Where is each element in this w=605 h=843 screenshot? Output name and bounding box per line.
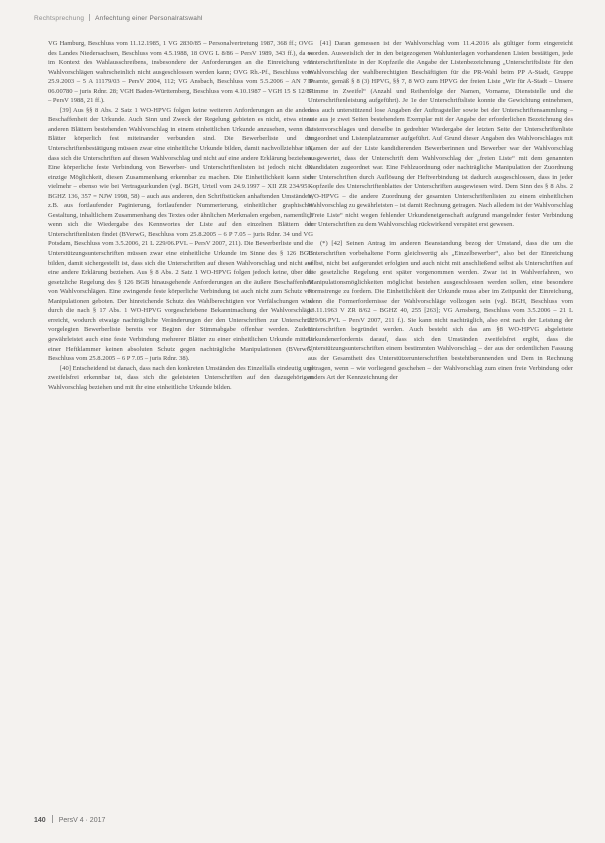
running-head-rubric: Rechtsprechung bbox=[34, 15, 85, 22]
running-head bbox=[34, 14, 574, 28]
page-footer bbox=[34, 815, 574, 829]
page-number: 140 bbox=[34, 817, 46, 824]
left-column bbox=[48, 39, 313, 392]
left-paragraph-3: [40] Entscheidend ist danach, dass nach den konkreten Umständen des Einzelfalls eindeutig und zweifelsfrei erkennbar ist, dass sich die geleisteten Unterschriften auf den dazugehörigen Wahlvorschlag beziehen und mit ihr eine einheitliche Urkunde bilden. bbox=[48, 364, 313, 391]
right-paragraph-1: [41] Daran gemessen ist der Wahlvorschlag vom 11.4.2016 als gültiger form eingereicht worden. Ausweislich der in den beigezogenen Wahlunterlagen vorhandenen Listen bestätigen, jede Unterschriftenliste in der Kopfzeile die Angabe der Listenbezeichnung „Unterschriftsliste für den Wahlvorschlag der wahlberechtigten Beschäftigten für die PR-Wahl beim PP A-Stadt, Gruppe Beamte, gemäß § 8 (3) HPVG, §§ 7, 8 WO zum HPVG der freien Liste „Wir für A-Stadt – Unsere Stimme in Zweifel“ (Anzahl und Reihenfolge der Namen, Vorname, Dienststelle und die Unterschriftenleistung aufgeführt). Je 1e der Unterschriftsliste konnte die Gewichtung entnehmen, dass auch unterstützend lose Angaben der Auftragsteller sowie bei der Unterschriftensammlung – wie aus je zwei Seiten bestehendem Exemplar mit der Angabe der erforderlichen Bezeichnung des Listenvorschlages und derselbe in gedrehter Wiedergabe der letzten Seite der Unterschriftenliste zugeordnet und Listenplatzummer aufgeführt. Auf Grund dieser Angaben des Wahlvorschlages mit Namen der auf der Liste kandidierenden Bewerberinnen und Bewerber war der Wahlvorschlag ausgewertet, dass der Unterschrift dem Wahlvorschlag der „freien Liste“ mit dem genannten Kandidaten zugeordnet war. Eine Fehlzuordnung oder nachträgliche Manipulation der Zuordnung der Unterschriften durch Auflösung der Heftverbindung ist dadurch ausgeschlossen, dass in jeder Kopfzeile des Unterschriftenblattes der Unterschriften ausgewiesen wird. Dem Sinn des § 8 Abs. 2 WO-HPVG – die andere Zuordnung der gesamten Unterschriftenlisten zu einem einheitlichen Wahlvorschlag zu gewährleisten – ist damit Rechnung getragen. Nach alledem ist der Wahlvorschlag „Freie Liste“ nicht wegen fehlender Urkundeneigenschaft aufgrund mangelnder fester Verbindung der Unterschriften zu dem Wahlvorschlag rückwirkend verspätet erst gewesen. bbox=[308, 40, 573, 229]
left-paragraph-1: VG Hamburg, Beschluss vom 11.12.1985, 1 VG 2830/85 – Personalvertretung 1987, 368 ff.; OVG des Landes Niedersachsen, Beschluss vom 4.5.1988, 18 OVG L 8/86 – PersV 1989, 343 ff.), da es im Kontext des Wahlausschreibens, insbesondere der Anforderungen an die Einreichung von Wahlvorschlägen wahrscheinlich nicht ausgeschlossen werden kann; OVG Rh.-Pf., Beschluss vom 25.9.2003 – 5 A 11179/03 – PersV 2004, 112; VG Ansbach, Beschluss vom 5.5.2006 – AN 7 P 06.00780 – juris Rdnr. 28; VGH Baden-Württemberg, Beschluss vom 4.10.1987 – VGH 15 S 12/87 – PersV 1988, 21 ff.). bbox=[48, 40, 313, 105]
right-paragraph-2: (*) [42] Seinen Antrag im anderen Beanstandung bezog der Umstand, dass die um die Unterschriften vorbehaltene Form gleichwertig als „Einzelbewerber“, also bei der Einreichung selbst, nicht bei aufgerundet erfolgten und auch nicht mit anschließend selbst als Unterschriften auf die gesetzliche Regelung erst später vorgenommen werden. Zwar ist in Wahlverfahren, wo Manipulationsmöglichkeiten möglichst bestehen ausgeschlossen werden sollen, eine besondere Formstrenge zu fordern. Die Einheitlichkeit der Urkunde muss aber im Zeitpunkt der Einreichung, wenn die Formerfordernisse der Wahlvorschläge vollzogen sein (vgl. BGH, Beschluss vom 13.11.1963 V ZR 8/62 – BGHZ 40, 255 [263]; VG Arnsberg, Beschluss vom 3.5.2006 – 21 L 229/06.PVL – PersV 2007, 211 f.). Sie kann nicht nachträglich, also erst nach der Leistung der Unterschriften begründet werden. Auch besteht sich das am §8 WO-HPVG abgeleitete Urkundenerfordernis darauf, dass sich den Umständen zweifelsfrei ergibt, dass die Unterstützungsunterschriften einem bestimmten Wahlvorschlag – der aus der ordentlichen Fassung aus der Gesamtheit des Unterstützerunterschriften bestehtberunnenden und Dem in Rechnung getragen, wenn – wie vorliegend geschehen – der Wahlvorschlag zum einen freie Verbindung oder anders Art der Kennzeichnung der bbox=[308, 240, 573, 382]
running-head-subject: Anfechtung einer Personalratswahl bbox=[95, 15, 203, 22]
running-head-separator bbox=[89, 14, 90, 21]
right-column bbox=[308, 39, 573, 383]
left-paragraph-2: [39] Aus §§ 8 Abs. 2 Satz 1 WO-HPVG folgen keine weiteren Anforderungen an die andere Beschaffenheit der Urkunde. Auch Sinn und Zweck der Regelung gebieten es nicht, etwa einen anderen Blättern bestehenden Wahlvorschlag in einem einheitlichen Urkunde anzusehen, wenn die Blätter körperlich fest miteinander verbunden sind. Die Bewerberliste und die Unterschriftenbestätigung müssen zwar eine einheitliche Urkunde bilden, damit nachvollziehbar ist, dass sich die Unterschriften auf diesen Wahlvorschlag und nicht auf eine andere Erklärung beziehen. Eine körperliche feste Verbindung von Bewerber- und Unterschriftenlisten ist jedoch nicht die einzige Möglichkeit, diesen Zusammenhang erkennbar zu machen. Die Einheitlichkeit kann sich vielmehr – ebenso wie bei Vertragsurkunden (vgl. BGH, Urteil vom 24.9.1997 – XII ZR 234/95 – BGHZ 136, 357 = NJW 1998, 58) – auch aus anderen, den Schriftstücken anhaftenden Umständen, z.B. aus fortlaufender Paginierung, fortlaufender Nummerierung, einheitlicher graphischer Gestaltung, inhaltlichem Zusammenhang des Textes oder ähnlichen Merkmalen ergeben, namentlich wenn sich die Wiedergabe des Kennwortes der Liste auf den einzelnen Blättern der Unterschriftenlisten findet (BVerwG, Beschluss vom 25.8.2005 – 6 P 7.05 – juris Rdnr. 34 und VG Potsdam, Beschluss vom 3.5.2006, 21 L 229/06.PVL – PersV 2007, 211). Die Bewerberliste und die Unterstützungsunterschriften müssen zwar eine einheitliche Urkunde im Sinne des § 126 BGB bilden, damit sichergestellt ist, dass sich die Unterschriften auf diesen Wahlvorschlag und nicht auf eine andere Erklärung beziehen. Aus § 8 Abs. 2 Satz 1 WO-HPVG folgen jedoch keine, über die gesetzliche Regelung des § 126 BGB hinausgehende Anforderungen an die äußere Beschaffenheit von Wahlvorschlägen. Eine zwingende feste körperliche Verbindung ist auch nicht zum Schutz vor Manipulationen geboten. Der hinreichende Schutz des Wahlberechtigten vor Verfälschungen wird durch die nach § 17 Abs. 1 WO-HPVG vorgeschriebene Bekanntmachung der Wahlvorschläge erreicht, wodurch etwaige nachträgliche Veränderungen der den Unterschriften zur Unterschrift vorgelegten Bewerberliste bereits vor Beginn der Stimmabgabe offenbar werden. Zudem gewährleistet auch eine feste Verbindung mehrerer Blätter zu einer einheitlichen Urkunde mittels einer Heftklammer keinen absoluten Schutz gegen nachträgliche Manipulationen (BVerwG, Beschluss vom 25.8.2005 – 6 P 7.05 – juris Rdnr. 38). bbox=[48, 106, 313, 363]
footer-separator bbox=[52, 815, 53, 823]
journal-issue: PersV 4 · 2017 bbox=[58, 817, 106, 824]
